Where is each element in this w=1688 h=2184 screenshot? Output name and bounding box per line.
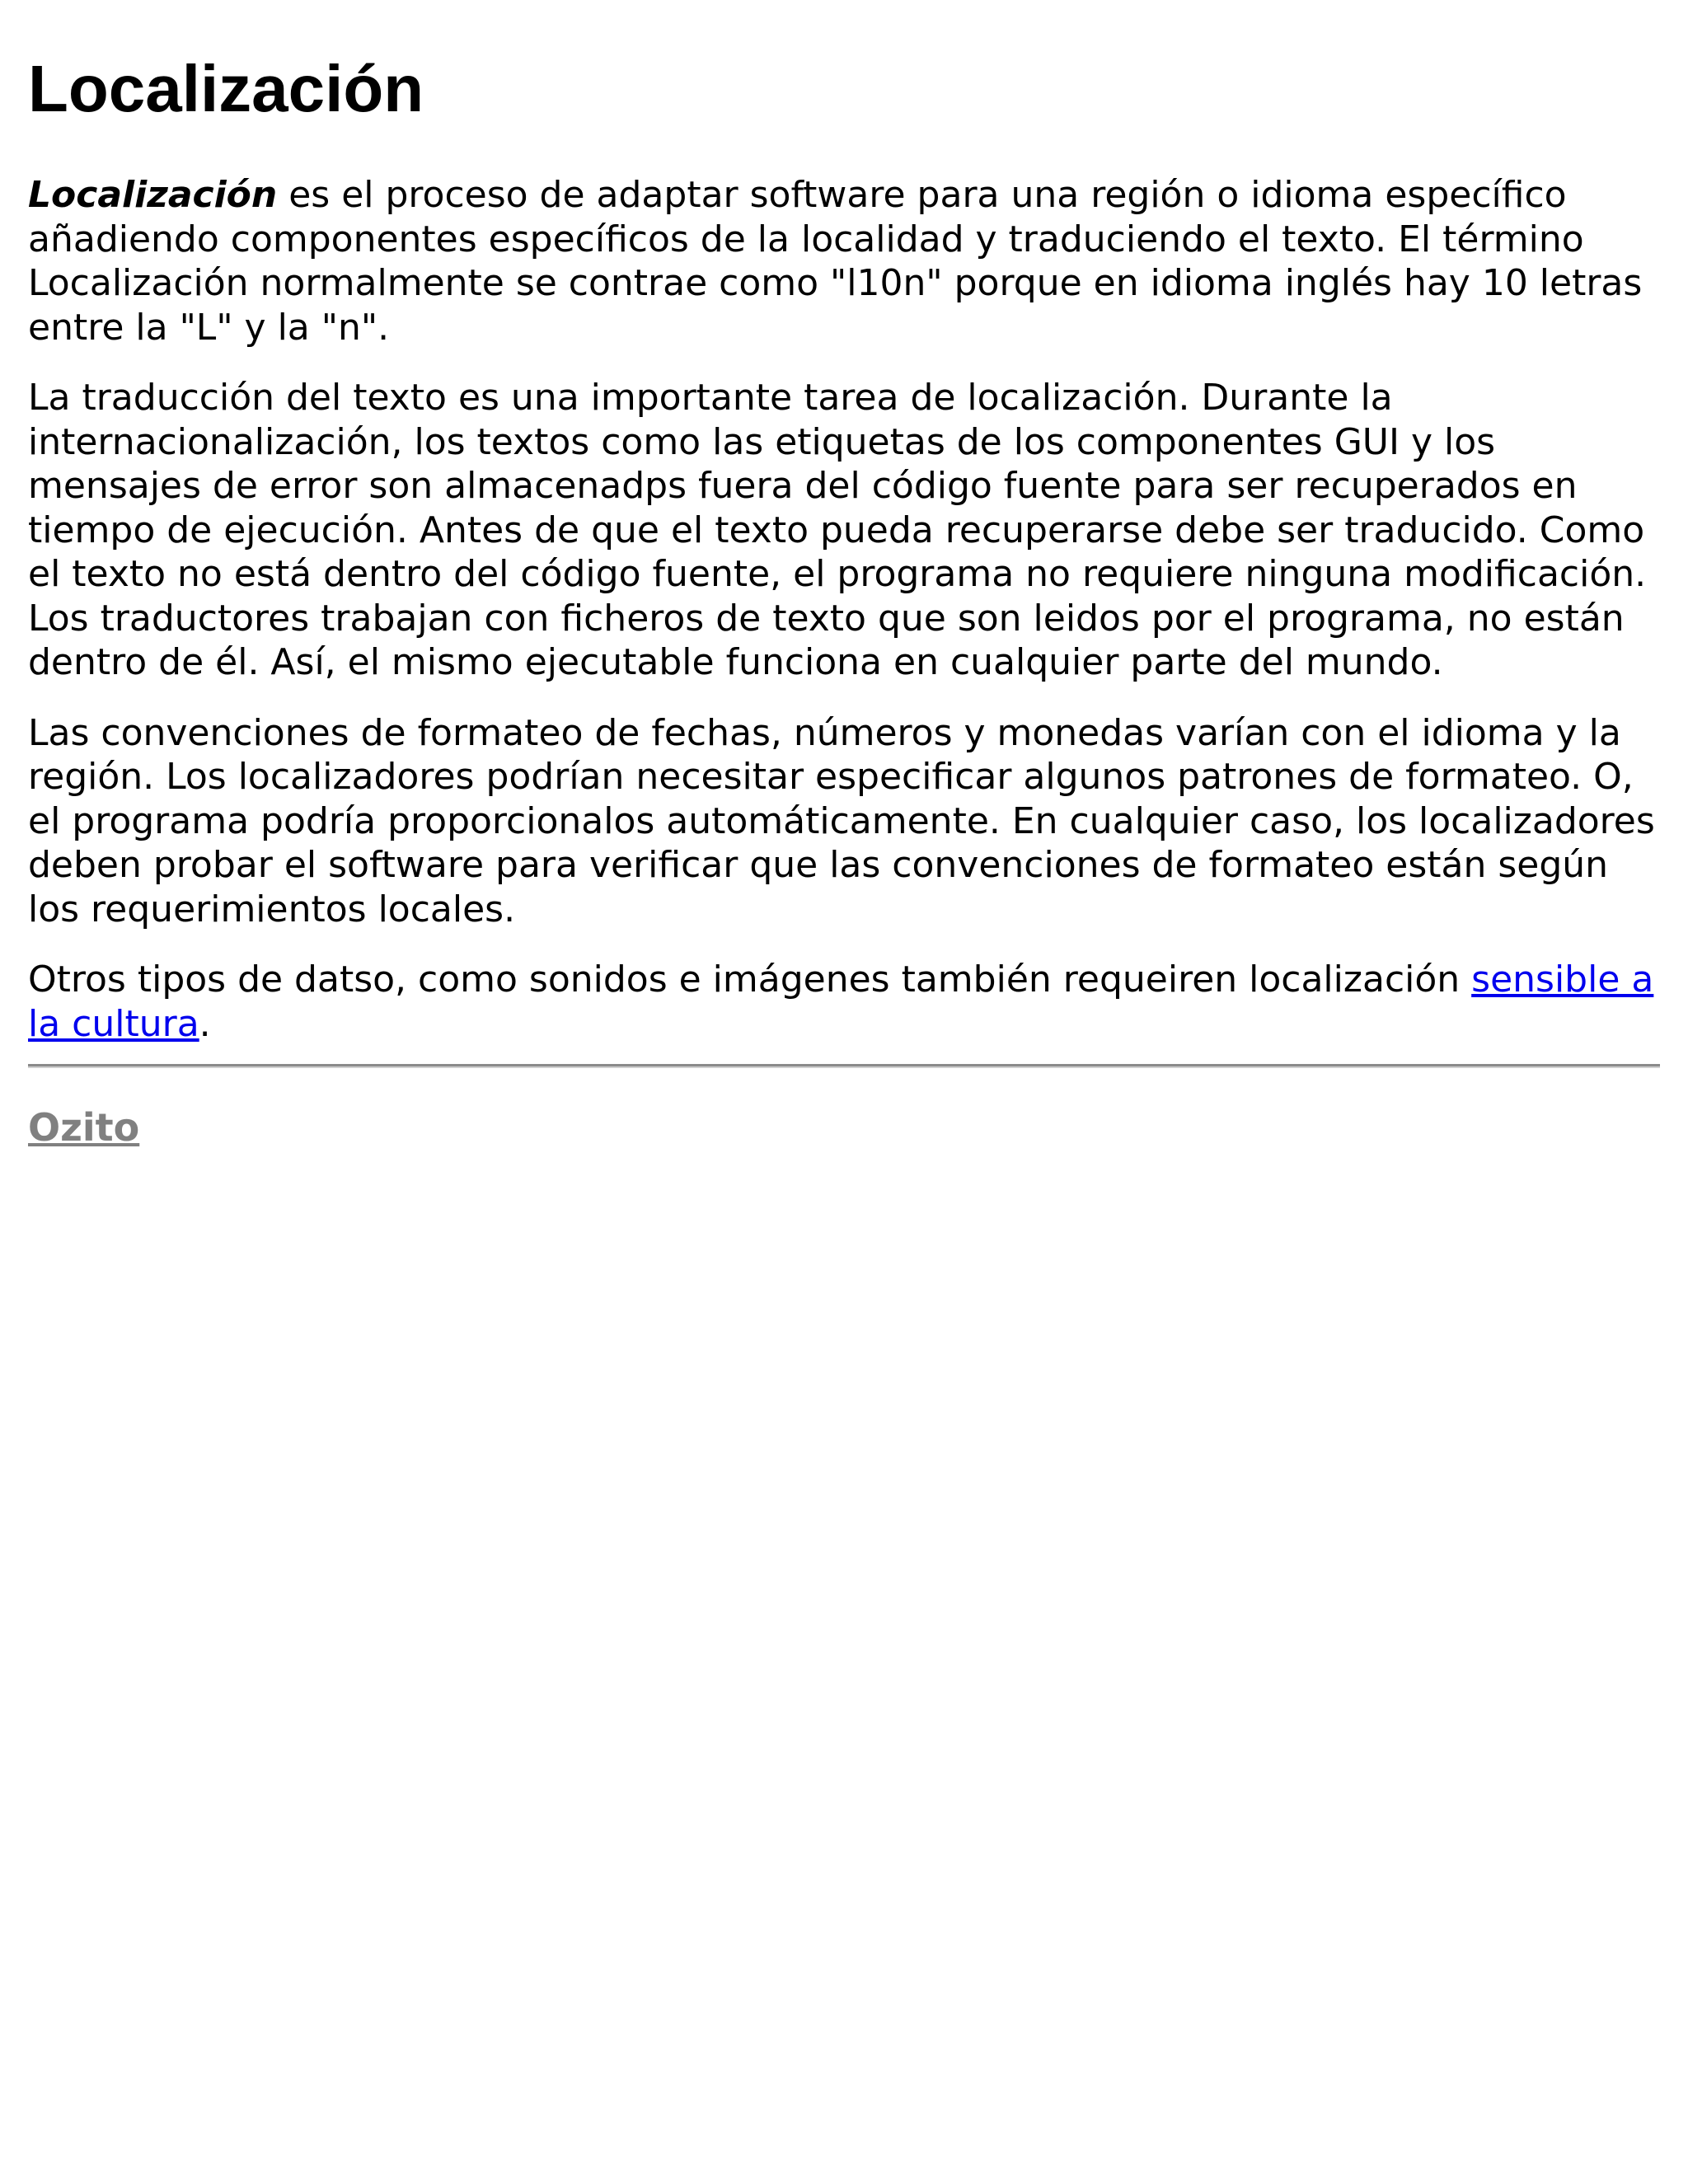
page-title: Localización <box>28 52 424 125</box>
paragraph-definition-text: es el proceso de adaptar software para una región o idioma específico añadiendo componentes específicos de la localidad y traduciendo el texto. El término Localización normalmente se contrae como "l10n" porque en idioma inglés hay 10 letras entre la "L" y la "n". <box>28 174 1643 349</box>
paragraph-other-data-trailing: . <box>199 1002 211 1045</box>
section-divider <box>28 1064 1660 1068</box>
paragraph-other-data <box>28 958 1660 1046</box>
paragraph-other-data-text: Otros tipos de datso, como sonidos e imágenes también requeiren localización <box>28 958 1472 1001</box>
paragraph-definition <box>28 173 1660 349</box>
paragraph-translation: La traducción del texto es una importante tarea de localización. Durante la internacionalización, los textos como las etiquetas de los componentes GUI y los mensajes de error son almacenadps fuera del código fuente para ser recuperados en tiempo de ejecución. Antes de que el texto pueda recuperarse debe ser traducido. Como el texto no está dentro del código fuente, el programa no requiere ninguna modificación. Los traductores trabajan con ficheros de texto que son leidos por el programa, no están dentro de él. Así, el mismo ejecutable funciona en cualquier parte del mundo. <box>28 377 1647 683</box>
defined-term: Localización <box>28 174 278 216</box>
paragraph-formatting: Las convenciones de formateo de fechas, números y monedas varían con el idioma y la región. Los localizadores podrían necesitar especificar algunos patrones de formateo. O, el programa podría proporcionalos automáticamente. En cualquier caso, los localizadores deben probar el software para verificar que las convenciones de formateo están según los requerimientos locales. <box>28 711 1655 930</box>
document-page <box>28 0 1660 1151</box>
ozito-link[interactable]: Ozito <box>28 1105 140 1150</box>
culture-sensitive-link[interactable]: sensible a la cultura <box>28 958 1654 1045</box>
